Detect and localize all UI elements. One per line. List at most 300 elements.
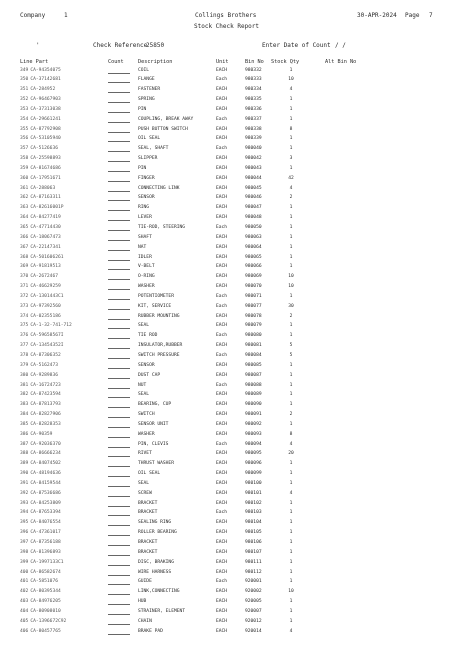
line-part-cell	[20, 599, 61, 605]
description-cell: OIL SEAL	[138, 136, 161, 142]
line-number: 368	[20, 254, 29, 260]
line-number: 405	[20, 618, 29, 624]
part-number: CA-82827906	[30, 412, 61, 418]
description-cell: GUIDE	[138, 579, 152, 585]
page-number: 7	[429, 12, 433, 19]
count-entry-line[interactable]	[108, 496, 130, 497]
line-part-cell	[20, 510, 61, 516]
bin-number-cell: 980333	[245, 77, 262, 83]
part-number: CA-84074502	[30, 461, 61, 467]
count-entry-line[interactable]	[108, 634, 130, 635]
description-cell: BRACKET	[138, 540, 158, 545]
line-part-cell	[20, 136, 61, 142]
count-entry-line[interactable]	[108, 73, 130, 74]
unit-cell: EACH	[216, 284, 228, 290]
line-number: 363	[20, 205, 29, 211]
count-entry-line[interactable]	[108, 171, 130, 172]
count-entry-line[interactable]	[108, 584, 130, 585]
bin-number-cell: 980096	[245, 461, 262, 467]
line-number: 355	[20, 126, 29, 132]
count-entry-line[interactable]	[108, 378, 130, 379]
count-entry-line[interactable]	[108, 309, 130, 310]
count-entry-line[interactable]	[108, 447, 130, 448]
bin-number-cell: 980064	[245, 244, 262, 250]
table-row	[0, 235, 460, 245]
unit-cell: EACH	[216, 185, 228, 191]
stock-qty-cell: 1	[289, 392, 293, 398]
stock-qty-cell: 1	[289, 530, 293, 536]
column-stock-qty: Stock Qty	[271, 59, 300, 65]
line-number: 354	[20, 116, 29, 122]
unit-cell: EACH	[216, 471, 228, 477]
stock-qty-cell: 1	[289, 382, 293, 388]
count-entry-line[interactable]	[108, 92, 130, 93]
count-entry-line[interactable]	[108, 368, 130, 369]
description-cell: PIN, CLEVIS	[138, 441, 169, 447]
line-part-cell	[20, 195, 61, 201]
bin-number-cell: 980334	[245, 87, 262, 93]
count-entry-line[interactable]	[108, 161, 130, 162]
count-entry-line[interactable]	[108, 555, 130, 556]
line-number: 377	[20, 343, 29, 349]
description-cell: CONNECTING LINK	[138, 185, 180, 191]
part-number: CA-17951671	[30, 175, 61, 181]
line-part-cell	[20, 215, 61, 221]
stock-qty-cell: 1	[289, 106, 293, 112]
table-row	[0, 264, 460, 274]
table-row	[0, 609, 460, 619]
unit-cell: EACH	[216, 234, 228, 240]
line-part-cell	[20, 392, 61, 398]
bin-number-cell: 920002	[245, 589, 262, 595]
part-number: CA-501606261	[30, 254, 64, 260]
description-cell: SWITCH	[138, 412, 155, 418]
line-number: 382	[20, 392, 29, 398]
description-cell: WASHER	[138, 431, 155, 437]
description-cell: V-BELT	[138, 264, 155, 270]
stock-qty-cell: 1	[289, 254, 293, 260]
description-cell: COUPLING, BREAK AWAY	[138, 116, 194, 122]
line-number: 389	[20, 461, 29, 467]
company-label: Company	[20, 12, 46, 19]
unit-cell: EACH	[216, 451, 228, 457]
stock-qty-cell: 2	[289, 313, 293, 319]
description-cell: SCREW	[138, 490, 152, 496]
description-cell: SHAFT	[138, 234, 152, 240]
count-entry-line[interactable]	[108, 466, 130, 467]
line-number: 375	[20, 323, 29, 329]
count-entry-line[interactable]	[108, 319, 130, 320]
bin-number-cell: 980084	[245, 352, 262, 358]
table-row	[0, 146, 460, 156]
count-entry-line[interactable]	[108, 338, 130, 339]
description-cell: NAT	[138, 244, 147, 250]
bin-number-cell: 980070	[245, 284, 262, 290]
line-part-cell	[20, 156, 61, 162]
bin-number-cell: 980106	[245, 540, 262, 545]
table-row	[0, 353, 460, 363]
unit-cell: Each	[216, 382, 228, 388]
count-entry-line[interactable]	[108, 614, 130, 615]
table-row	[0, 274, 460, 284]
description-cell: SENSOR	[138, 362, 155, 368]
stock-qty-cell: 5	[289, 352, 293, 358]
unit-cell: EACH	[216, 412, 228, 418]
line-part-cell	[20, 570, 61, 576]
line-part-cell	[20, 146, 58, 152]
stock-qty-cell: 1	[289, 618, 293, 624]
column-bin-no: Bin No	[245, 59, 264, 65]
count-entry-line[interactable]	[108, 427, 130, 428]
table-row	[0, 333, 460, 343]
description-cell: BRACKET	[138, 549, 158, 555]
count-entry-line[interactable]	[108, 437, 130, 438]
line-number: 390	[20, 471, 29, 477]
count-entry-line[interactable]	[108, 269, 130, 270]
table-row	[0, 461, 460, 471]
table-row	[0, 550, 460, 560]
description-cell: FINGER	[138, 175, 155, 181]
line-number: 361	[20, 185, 29, 191]
line-part-cell	[20, 294, 64, 300]
count-entry-line[interactable]	[108, 525, 130, 526]
check-reference-value: 25850	[146, 42, 165, 49]
count-entry-line[interactable]	[108, 240, 130, 241]
bin-number-cell: 980107	[245, 549, 262, 555]
part-number: CA-86582674	[30, 569, 61, 575]
part-number: CA-87356188	[30, 540, 61, 545]
part-number: CA-47361017	[30, 530, 61, 536]
part-number: CA-81396893	[30, 549, 61, 555]
line-part-cell	[20, 550, 61, 556]
description-cell: RIVET	[138, 451, 152, 457]
bin-number-cell: 980050	[245, 225, 262, 230]
line-part-cell	[20, 284, 61, 290]
stock-qty-cell: 1	[289, 520, 293, 526]
line-number: 401	[20, 579, 29, 585]
count-entry-line[interactable]	[108, 486, 130, 487]
line-part-cell	[20, 264, 61, 270]
line-number: 351	[20, 87, 29, 93]
part-number: CA-87813793	[30, 402, 61, 408]
stock-qty-cell: 4	[289, 628, 293, 634]
part-number: CA-96467903	[30, 97, 61, 103]
count-entry-line[interactable]	[108, 575, 130, 576]
company-value: 1	[64, 12, 68, 19]
count-entry-line[interactable]	[108, 407, 130, 408]
unit-cell: EACH	[216, 165, 228, 171]
unit-cell: EACH	[216, 254, 228, 260]
part-number: CA-84277419	[30, 215, 61, 221]
line-part-cell	[20, 166, 61, 172]
table-row	[0, 156, 460, 166]
description-cell: SEAL	[138, 323, 150, 329]
table-row	[0, 530, 460, 540]
line-part-cell	[20, 520, 61, 526]
line-number: 384	[20, 412, 29, 418]
bin-number-cell: 980339	[245, 136, 262, 142]
unit-cell: EACH	[216, 608, 228, 614]
count-entry-line[interactable]	[108, 545, 130, 546]
part-number: CA-87163311	[30, 195, 61, 201]
line-number: 395	[20, 520, 29, 526]
description-cell: BRACKET	[138, 510, 158, 516]
unit-cell: EACH	[216, 402, 228, 408]
part-number: CA-47714430	[30, 225, 61, 230]
count-entry-line[interactable]	[108, 348, 130, 349]
count-entry-line[interactable]	[108, 397, 130, 398]
stock-qty-cell: 8	[289, 431, 293, 437]
stock-qty-cell: 1	[289, 362, 293, 368]
bin-number-cell: 980111	[245, 559, 262, 565]
bin-number-cell: 980065	[245, 254, 262, 260]
count-entry-line[interactable]	[108, 604, 130, 605]
count-entry-line[interactable]	[108, 476, 130, 477]
stock-qty-cell: 1	[289, 608, 293, 614]
table-row	[0, 619, 460, 629]
description-cell: POTENTIOMETER	[138, 293, 174, 299]
table-row	[0, 481, 460, 491]
line-part-cell	[20, 619, 66, 625]
bin-number-cell: 980337	[245, 116, 262, 122]
line-part-cell	[20, 589, 61, 595]
stock-qty-cell: 1	[289, 461, 293, 467]
table-row	[0, 107, 460, 117]
count-entry-line[interactable]	[108, 388, 130, 389]
count-entry-line[interactable]	[108, 122, 130, 123]
table-row	[0, 294, 460, 304]
description-cell: SWITCH PRESSURE	[138, 352, 180, 358]
bin-number-cell: 980101	[245, 490, 262, 496]
part-number: CA-18067473	[30, 234, 61, 240]
unit-cell: Each	[216, 146, 228, 152]
line-number: 374	[20, 313, 29, 319]
unit-cell: Each	[216, 510, 228, 516]
count-entry-line[interactable]	[108, 82, 130, 83]
count-entry-line[interactable]	[108, 230, 130, 231]
line-part-cell	[20, 560, 64, 566]
line-part-cell	[20, 107, 61, 113]
table-row	[0, 343, 460, 353]
count-entry-line[interactable]	[108, 260, 130, 261]
description-cell: DISC, BRAKING	[138, 559, 174, 565]
unit-cell: Each	[216, 225, 228, 230]
count-entry-line[interactable]	[108, 535, 130, 536]
line-number: 352	[20, 97, 29, 103]
count-entry-line[interactable]	[108, 191, 130, 192]
line-number: 381	[20, 382, 29, 388]
stock-qty-cell: 1	[289, 244, 293, 250]
count-entry-line[interactable]	[108, 456, 130, 457]
count-entry-line[interactable]	[108, 279, 130, 280]
part-number: CA-86666234	[30, 451, 61, 457]
count-entry-line[interactable]	[108, 151, 130, 152]
unit-cell: EACH	[216, 628, 228, 634]
line-part-cell	[20, 343, 64, 349]
count-entry-line[interactable]	[108, 141, 130, 142]
count-entry-line[interactable]	[108, 289, 130, 290]
line-part-cell	[20, 245, 61, 251]
unit-cell: EACH	[216, 205, 228, 211]
table-row	[0, 97, 460, 107]
line-number: 379	[20, 362, 29, 368]
part-number: CA-9289836	[30, 372, 58, 378]
description-cell: COIL	[138, 67, 150, 73]
stock-qty-cell: 4	[289, 185, 293, 191]
line-number: 397	[20, 540, 29, 545]
table-row	[0, 68, 460, 78]
stock-qty-cell: 2	[289, 195, 293, 201]
stock-qty-cell: 1	[289, 225, 293, 230]
description-cell: SPRING	[138, 97, 155, 103]
table-row	[0, 451, 460, 461]
line-part-cell	[20, 363, 58, 369]
description-cell: PUSH BUTTON SWITCH	[138, 126, 188, 132]
unit-cell: EACH	[216, 156, 228, 162]
part-number: CA-288063	[30, 185, 56, 191]
line-number: 371	[20, 284, 29, 290]
count-entry-line[interactable]	[108, 328, 130, 329]
line-number: 370	[20, 274, 29, 280]
bin-number-cell: 980080	[245, 333, 262, 339]
count-entry-line[interactable]	[108, 515, 130, 516]
line-number: 402	[20, 589, 29, 595]
count-entry-line[interactable]	[108, 358, 130, 359]
line-part-cell	[20, 432, 52, 438]
unit-cell: Each	[216, 77, 228, 83]
part-number: CA-81674686	[30, 165, 61, 171]
unit-cell: Each	[216, 441, 228, 447]
unit-cell: EACH	[216, 500, 228, 506]
count-entry-line[interactable]	[108, 112, 130, 113]
description-cell: OIL SEAL	[138, 471, 161, 477]
count-entry-line[interactable]	[108, 132, 130, 133]
description-cell: TIE ROD	[138, 333, 158, 339]
unit-cell: Each	[216, 116, 228, 122]
stock-qty-cell: 1	[289, 165, 293, 171]
line-part-cell	[20, 304, 61, 310]
stock-qty-cell: 1	[289, 540, 293, 545]
unit-cell: EACH	[216, 136, 228, 142]
bin-number-cell: 980102	[245, 500, 262, 506]
count-entry-line[interactable]	[108, 417, 130, 418]
stock-qty-cell: 1	[289, 116, 293, 122]
count-entry-line[interactable]	[108, 250, 130, 251]
bin-number-cell: 980105	[245, 530, 262, 536]
stock-qty-cell: 30	[288, 303, 294, 309]
table-row	[0, 510, 460, 520]
table-row	[0, 314, 460, 324]
stock-qty-cell: 5	[289, 343, 293, 349]
unit-cell: EACH	[216, 392, 228, 398]
table-row	[0, 501, 460, 511]
table-row	[0, 215, 460, 225]
line-number: 366	[20, 234, 29, 240]
stock-qty-cell: 2	[289, 412, 293, 418]
stock-qty-cell: 1	[289, 234, 293, 240]
stock-qty-cell: 10	[288, 77, 294, 83]
part-number: CA-16724723	[30, 382, 61, 388]
table-row	[0, 412, 460, 422]
count-entry-line[interactable]	[108, 624, 130, 625]
count-entry-line[interactable]	[108, 594, 130, 595]
stock-qty-cell: 10	[288, 284, 294, 290]
line-number: 356	[20, 136, 29, 142]
table-row	[0, 383, 460, 393]
line-number: 406	[20, 628, 29, 634]
table-row	[0, 599, 460, 609]
part-number: CA-22147341	[30, 244, 61, 250]
line-part-cell	[20, 274, 58, 280]
bin-number-cell: 920007	[245, 608, 262, 614]
count-entry-line[interactable]	[108, 220, 130, 221]
count-entry-line[interactable]	[108, 210, 130, 211]
bin-number-cell: 980103	[245, 510, 262, 516]
table-row	[0, 560, 460, 570]
unit-cell: EACH	[216, 559, 228, 565]
part-number: CA-87536686	[30, 490, 61, 496]
count-entry-line[interactable]	[108, 299, 130, 300]
table-row	[0, 373, 460, 383]
table-row	[0, 304, 460, 314]
count-entry-line[interactable]	[108, 565, 130, 566]
stock-qty-cell: 1	[289, 480, 293, 486]
bin-number-cell: 980079	[245, 323, 262, 329]
part-number: CA-80908010	[30, 608, 61, 614]
unit-cell: EACH	[216, 461, 228, 467]
part-number: CA-84976205	[30, 599, 61, 605]
line-part-cell	[20, 77, 61, 83]
count-entry-line[interactable]	[108, 102, 130, 103]
description-cell: TIE-ROD, STEERING	[138, 225, 186, 230]
part-number: CA-5162473	[30, 362, 58, 368]
line-part-cell	[20, 373, 58, 379]
line-number: 353	[20, 106, 29, 112]
part-number: CA-5851076	[30, 579, 58, 585]
stock-qty-cell: 4	[289, 87, 293, 93]
stock-qty-cell: 1	[289, 146, 293, 152]
description-cell: IDLER	[138, 254, 152, 260]
description-cell: SEAL, SHAFT	[138, 146, 169, 152]
part-number: CA-84159544	[30, 480, 61, 486]
line-number: 360	[20, 175, 29, 181]
stock-qty-cell: 1	[289, 372, 293, 378]
line-part-cell	[20, 68, 61, 74]
description-cell: HUB	[138, 599, 147, 605]
description-cell: BRAKE PAD	[138, 628, 163, 634]
part-number: CA-25598893	[30, 156, 61, 162]
unit-cell: EACH	[216, 618, 228, 624]
unit-cell: EACH	[216, 431, 228, 437]
table-row	[0, 255, 460, 265]
description-cell: RING	[138, 205, 150, 211]
table-row	[0, 422, 460, 432]
description-cell: SLIPPER	[138, 156, 158, 162]
line-part-cell	[20, 402, 61, 408]
stock-qty-cell: 1	[289, 293, 293, 299]
bin-number-cell: 920001	[245, 579, 262, 585]
description-cell: SENSOR	[138, 195, 155, 201]
table-row	[0, 195, 460, 205]
count-entry-line[interactable]	[108, 181, 130, 182]
bin-number-cell: 980099	[245, 471, 262, 477]
count-entry-line[interactable]	[108, 506, 130, 507]
table-row	[0, 579, 460, 589]
unit-cell: EACH	[216, 313, 228, 319]
line-number: 400	[20, 569, 29, 575]
bin-number-cell: 980336	[245, 106, 262, 112]
count-entry-line[interactable]	[108, 200, 130, 201]
